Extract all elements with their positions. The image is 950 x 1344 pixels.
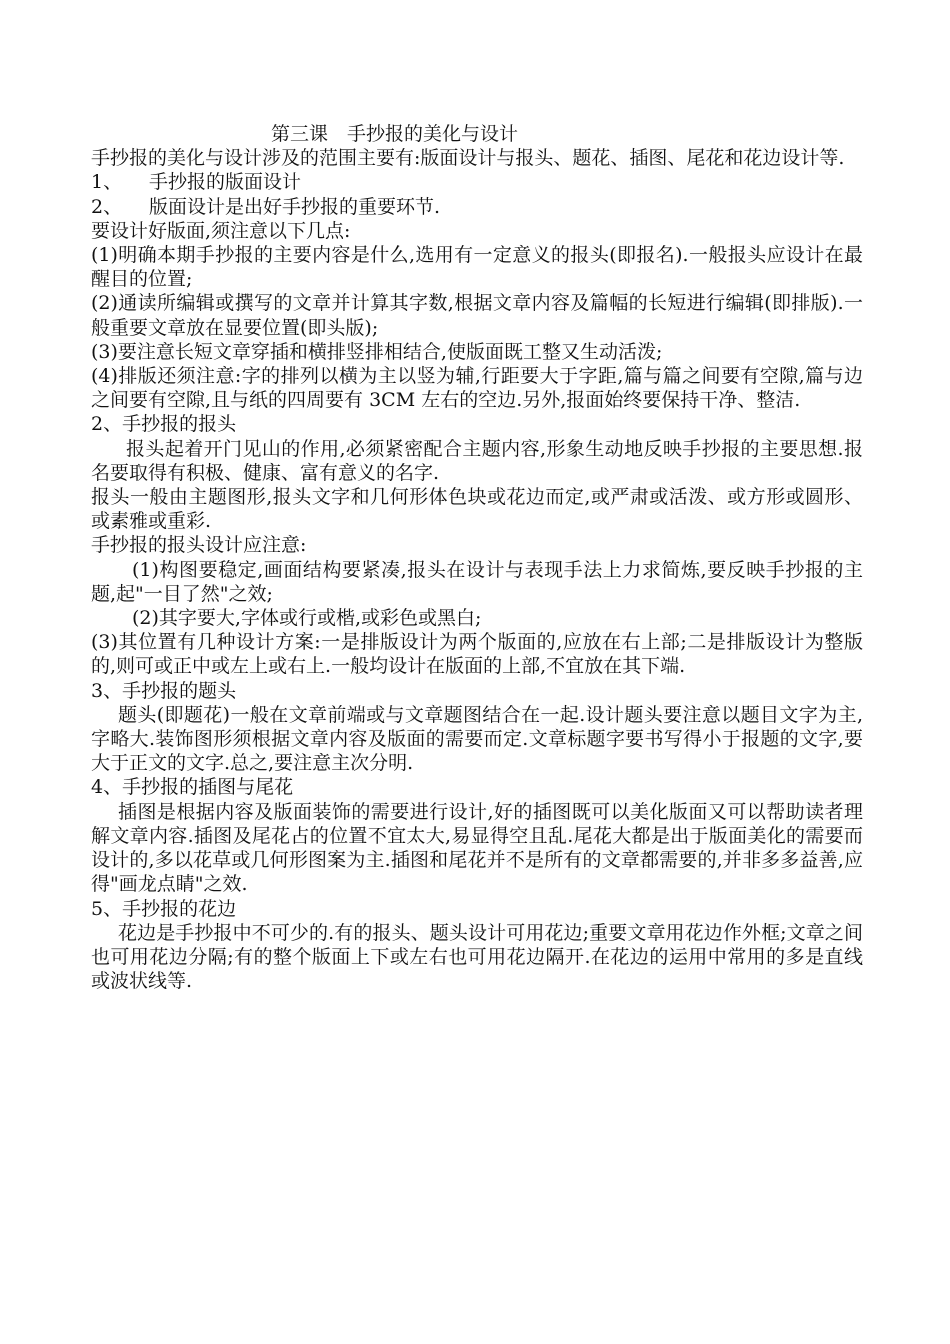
section-heading-4: 4、手抄报的插图与尾花 [91, 776, 294, 799]
section-2-paragraph-2: 报头一般由主题图形,报头文字和几何形体色块或花边而定,或严肃或活泼、或方形或圆形、或素雅或重彩. [91, 486, 863, 533]
section-4-paragraph-1: 插图是根据内容及版面装饰的需要进行设计,好的插图既可以美化版面又可以帮助读者理解文章内容.插图及尾花占的位置不宜太大,易显得空且乱.尾花大都是出于版面美化的需要而设计的,多以花草或几何形图案为主.插图和尾花并不是所有的文章都需要的,并非多多益善,应得"画龙点睛"之效. [91, 800, 863, 896]
section-3-paragraph-1: 题头(即题花)一般在文章前端或与文章题图结合在一起.设计题头要注意以题目文字为主,字略大.装饰图形须根据文章内容及版面的需要而定.文章标题字要书写得小于报题的文字,要大于正文的文字.总之,要注意主次分明. [91, 703, 863, 775]
intro-paragraph: 手抄报的美化与设计涉及的范围主要有:版面设计与报头、题花、插图、尾花和花边设计等. [91, 147, 845, 170]
points-intro: 要设计好版面,须注意以下几点: [91, 219, 351, 242]
section-heading-3: 3、手抄报的题头 [91, 679, 237, 702]
point-4: (4)排版还须注意:字的排列以横为主以竖为辅,行距要大于字距,篇与篇之间要有空隙,篇与边之间要有空隙,且与纸的四周要有 3CM 左右的空边.另外,报面始终要保持干净、整洁. [91, 365, 863, 412]
numbered-item-1 [91, 170, 863, 194]
point-3: (3)要注意长短文章穿插和横排竖排相结合,使版面既工整又生动活泼; [91, 340, 663, 363]
section-2-note-1: (1)构图要稳定,画面结构要紧凑,报头在设计与表现手法上力求简炼,要反映手抄报的主题,起"一目了然"之效; [91, 558, 863, 605]
document-title: 第三课 手抄报的美化与设计 [271, 123, 519, 145]
section-2-note-2: (2)其字要大,字体或行或楷,或彩色或黑白; [132, 607, 482, 630]
section-heading-2: 2、手抄报的报头 [91, 413, 237, 436]
numbered-item-2 [91, 195, 863, 219]
item-number: 1、 [91, 171, 123, 194]
point-2: (2)通读所编辑或撰写的文章并计算其字数,根据文章内容及篇幅的长短进行编辑(即排版).一般重要文章放在显要位置(即头版); [91, 292, 863, 339]
section-2-paragraph-1: 报头起着开门见山的作用,必须紧密配合主题内容,形象生动地反映手抄报的主要思想.报名要取得有积极、健康、富有意义的名字. [91, 437, 863, 484]
section-heading-5: 5、手抄报的花边 [91, 897, 237, 920]
section-2-note-3: (3)其位置有几种设计方案:一是排版设计为两个版面的,应放在右上部;二是排版设计为整版的,则可或正中或左上或右上.一般均设计在版面的上部,不宜放在其下端. [91, 631, 863, 678]
item-number: 2、 [91, 195, 123, 218]
point-1: (1)明确本期手抄报的主要内容是什么,选用有一定意义的报头(即报名).一般报头应设计在最醒目的位置; [91, 244, 863, 291]
item-text: 手抄报的版面设计 [149, 171, 302, 194]
document-body [91, 122, 863, 993]
item-text: 版面设计是出好手抄报的重要环节. [149, 195, 441, 218]
section-2-paragraph-3: 手抄报的报头设计应注意: [91, 534, 307, 557]
section-5-paragraph-1: 花边是手抄报中不可少的.有的报头、题头设计可用花边;重要文章用花边作外框;文章之间也可用花边分隔;有的整个版面上下或左右也可用花边隔开.在花边的运用中常用的多是直线或波状线等. [91, 921, 863, 993]
